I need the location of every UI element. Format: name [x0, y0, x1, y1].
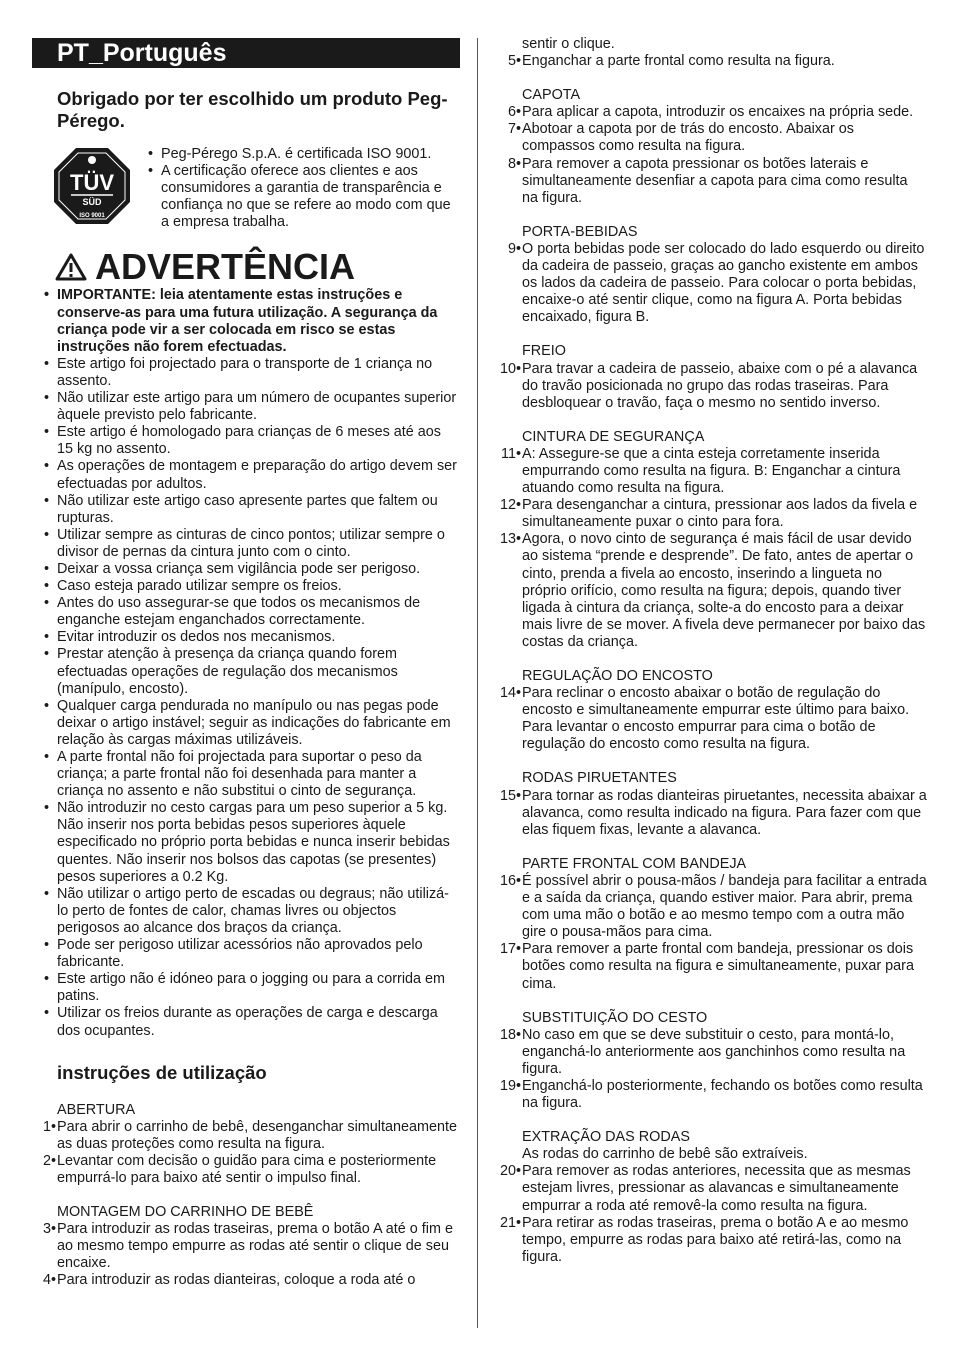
step-number: 15•	[499, 787, 521, 804]
step-number: 16•	[499, 872, 521, 889]
instruction-step	[497, 156, 927, 207]
instruction-step	[32, 1272, 460, 1289]
step-number: 2•	[42, 1152, 56, 1169]
instruction-section	[497, 429, 927, 651]
step-text: Para abrir o carrinho de bebê, desenganchar simultaneamente as duas proteções como resulta na figura.	[57, 1118, 457, 1152]
step-text: Para travar a cadeira de passeio, abaixe com o pé a alavanca do travão posicionada no grupo das rodas traseiras. Para desbloquear o travão, faça o mesmo no sentido inverso.	[522, 360, 918, 411]
instruction-step	[497, 873, 927, 941]
step-text: Abotoar a capota por de trás do encosto. Abaixar os compassos como resulta na figura.	[522, 121, 854, 155]
step-number: 10•	[499, 360, 521, 377]
instruction-step	[497, 1078, 927, 1112]
section-heading: FREIO	[522, 343, 566, 360]
section-heading: MONTAGEM DO CARRINHO DE BEBÊ	[57, 1204, 314, 1221]
instruction-step	[497, 788, 927, 839]
section-heading: EXTRAÇÃO DAS RODAS	[522, 1129, 690, 1146]
step-text: Para desenganchar a cintura, pressionar aos lados da fivela e simultaneamente puxar o cinto para fora.	[522, 497, 918, 531]
warning-title-text: ADVERTÊNCIA	[95, 246, 356, 288]
instruction-section	[497, 856, 927, 993]
section-heading: CAPOTA	[522, 87, 581, 104]
step-text: Para retirar as rodas traseiras, prema o botão A e ao mesmo tempo, empurre as rodas para baixo até retirá-las, como na figura.	[522, 1214, 909, 1265]
instruction-step	[497, 446, 927, 497]
instruction-step	[497, 241, 927, 326]
step-text: Agora, o novo cinto de segurança é mais fácil de usar devido ao sistema “prende e desprende”. De fato, antes de apertar o cinto, prenda a fivela ao encosto, inserindo a lingueta no próprio orifício, como resulta na figura; depois, quando tiver ligada à cintura da criança, solte-a do encosto para a deixar mais livre de se mover. A fivela deve permanecer por baixo das costas da criança.	[522, 531, 926, 650]
step-text: Para introduzir as rodas dianteiras, coloque a roda até o	[57, 1272, 416, 1289]
instruction-section	[497, 770, 927, 838]
column-divider	[477, 38, 478, 1328]
instruction-step	[497, 121, 927, 155]
warning-item: • Utilizar os freios durante as operações de carga e descarga dos ocupantes.	[32, 1005, 460, 1039]
instruction-step	[497, 53, 927, 70]
section-heading: SUBSTITUIÇÃO DO CESTO	[522, 1009, 708, 1026]
warning-item: • Caso esteja parado utilizar sempre os freios.	[32, 578, 460, 595]
step-number: 7•	[507, 121, 521, 138]
step-text: O porta bebidas pode ser colocado do lado esquerdo ou direito da cadeira de passeio, graças ao gancho existente em ambos os lados da cadeira de passeio. Para colocar o porta bebidas, encaixe-o até sentir clique, como na figura A. Porta bebidas encaixado, figura B.	[522, 240, 925, 326]
step-number: 5•	[507, 53, 521, 70]
instruction-step	[32, 1119, 460, 1153]
section-heading: REGULAÇÃO DO ENCOSTO	[522, 668, 713, 684]
warning-item: • Este artigo é homologado para crianças de 6 meses até aos 15 kg no assento.	[32, 424, 460, 458]
step-number: 21•	[499, 1214, 521, 1231]
step-number: 20•	[499, 1163, 521, 1180]
instruction-step	[32, 1153, 460, 1187]
cert-item: • A certificação oferece aos clientes e aos consumidores a garantia de transparência e confiança no que se refere ao modo com que a empresa trabalha.	[148, 163, 460, 231]
warning-item: • Não utilizar este artigo caso apresente partes que faltem ou rupturas.	[32, 493, 460, 527]
step-number: 17•	[499, 941, 521, 958]
warning-item: • Não utilizar este artigo para um número de ocupantes superior àquele previsto pelo fabricante.	[32, 390, 460, 424]
instruction-section	[497, 1129, 927, 1266]
step-number: 19•	[499, 1077, 521, 1094]
instruction-step	[497, 685, 927, 753]
right-column	[497, 36, 927, 1266]
warning-item: • Deixar a vossa criança sem vigilância pode ser perigoso.	[32, 561, 460, 578]
step-text: Para reclinar o encosto abaixar o botão de regulação do encosto e simultaneamente empurrar este último para baixo. Para levantar o encosto empurrar para cima o botão de regulação do encosto como resulta na figura.	[522, 685, 910, 753]
step-text: A: Assegure-se que a cinta esteja corretamente inserida empurrando como resulta na figura. B: Enganchar a cintura atuando como resulta na figura.	[522, 445, 901, 497]
step-text: Enganchar a parte frontal como resulta na figura.	[522, 53, 835, 70]
instruction-section	[497, 53, 927, 70]
step-number: 9•	[507, 240, 521, 257]
certification-list	[148, 146, 460, 231]
svg-text:SÜD: SÜD	[82, 197, 102, 207]
instructions-title: instruções de utilização	[57, 1061, 267, 1083]
instruction-step	[497, 1215, 927, 1266]
step-number: 18•	[499, 1026, 521, 1043]
section-subtext: As rodas do carrinho de bebê são extraíveis.	[522, 1146, 808, 1163]
cert-item: • Peg-Pérego S.p.A. é certificada ISO 9001.	[148, 146, 460, 163]
step-text: Para remover a parte frontal com bandeja, pressionar os dois botões como resulta na figura e simultaneamente, puxar para cima.	[522, 941, 914, 992]
instruction-section	[497, 1010, 927, 1113]
warning-item: • Não utilizar o artigo perto de escadas ou degraus; não utilizá-lo perto de fontes de calor, chamas livres ou objectos perigosos ao alcance dos braços da criança.	[32, 886, 460, 937]
step-number: 6•	[507, 104, 521, 121]
continuation-text: sentir o clique.	[522, 36, 615, 52]
section-heading: ABERTURA	[57, 1101, 136, 1118]
step-text: Para aplicar a capota, introduzir os encaixes na própria sede.	[522, 104, 914, 121]
step-text: Para introduzir as rodas traseiras, prema o botão A até o fim e ao mesmo tempo empurre as rodas até sentir o clique de seu encaixe.	[57, 1221, 453, 1272]
certification-block	[32, 146, 460, 231]
instruction-step	[497, 497, 927, 531]
warning-item: • Este artigo não é idóneo para o jogging ou para a corrida em patins.	[32, 971, 460, 1005]
language-header: PT_Português	[32, 38, 460, 68]
instruction-section	[32, 1204, 460, 1289]
instruction-section	[497, 87, 927, 207]
instruction-step	[32, 1221, 460, 1272]
instruction-section	[32, 1102, 460, 1187]
left-instruction-sections	[32, 1102, 460, 1290]
step-text: Para remover as rodas anteriores, necessita que as mesmas estejam livres, pressionar as alavancas e simultaneamente empurrar a roda até removê-la como resulta na figura.	[522, 1163, 911, 1214]
step-number: 3•	[42, 1221, 56, 1238]
step-number: 12•	[499, 497, 521, 514]
instruction-section	[497, 224, 927, 327]
warning-item: • Utilizar sempre as cinturas de cinco pontos; utilizar sempre o divisor de pernas da cintura junto com o cinto.	[32, 527, 460, 561]
instruction-step	[497, 104, 927, 121]
tuv-iso-logo	[52, 146, 132, 226]
section-heading: PORTA-BEBIDAS	[522, 223, 638, 240]
svg-text:ISO 9001: ISO 9001	[79, 213, 105, 219]
warning-item: • Evitar introduzir os dedos nos mecanismos.	[32, 629, 460, 646]
warning-item: • Prestar atenção à presença da criança quando forem efectuadas operações de regulação dos mecanismos (manípulo, encosto).	[32, 646, 460, 697]
warning-item: • A parte frontal não foi projectada para suportar o peso da criança; a parte frontal não foi desenhada para manter a criança no assento e não substitui o cinto de segurança.	[32, 749, 460, 800]
step-number: 14•	[499, 685, 521, 702]
step-number: 1•	[42, 1118, 56, 1135]
instruction-section	[497, 343, 927, 411]
section-heading: PARTE FRONTAL COM BANDEJA	[522, 855, 747, 872]
warning-item: • Não introduzir no cesto cargas para um peso superior a 5 kg. Não inserir nos porta bebidas pesos superiores àquele especificado no próprio porta bebidas e nunca inserir bebidas quentes. Não inserir nos bolsos das capotas (se presentes) pesos superiores a 0.2 Kg.	[32, 800, 460, 885]
instruction-step	[497, 361, 927, 412]
step-number: 11•	[501, 445, 521, 462]
left-column	[32, 38, 460, 1290]
warning-item: • Este artigo foi projectado para o transporte de 1 criança no assento.	[32, 356, 460, 390]
thanks-heading: Obrigado por ter escolhido um produto Peg-Pérego.	[57, 88, 448, 131]
warning-item: • Pode ser perigoso utilizar acessórios não aprovados pelo fabricante.	[32, 937, 460, 971]
warning-triangle-icon	[55, 253, 87, 281]
step-text: Enganchá-lo posteriormente, fechando os botões como resulta na figura.	[522, 1077, 923, 1112]
step-number: 13•	[499, 531, 521, 548]
step-text: Para remover a capota pressionar os botões laterais e simultaneamente desenfiar a capota para cima como resulta na figura.	[522, 155, 908, 206]
warning-title	[55, 247, 460, 287]
warning-item: • As operações de montagem e preparação do artigo devem ser efectuadas por adultos.	[32, 458, 460, 492]
instruction-section	[497, 668, 927, 753]
warning-item: • Qualquer carga pendurada no manípulo ou nas pegas pode deixar o artigo instável; seguir as indicações do fabricante em relação às cargas máximas utilizáveis.	[32, 698, 460, 749]
warning-item: • IMPORTANTE: leia atentamente estas instruções e conserve-as para uma futura utilização. A segurança da criança pode vir a ser colocada em risco se estas instruções não forem efectuadas.	[32, 287, 460, 355]
instruction-step	[497, 1163, 927, 1214]
instruction-step	[497, 531, 927, 651]
step-text: No caso em que se deve substituir o cesto, para montá-lo, enganchá-lo anteriormente aos ganchinhos como resulta na figura.	[522, 1026, 906, 1077]
warning-list	[32, 287, 460, 1039]
step-text: Para tornar as rodas dianteiras piruetantes, necessita abaixar a alavanca, como resulta indicado na figura. Para fazer com que elas fiquem fixas, levante a alavanca.	[522, 787, 927, 838]
right-instruction-sections	[497, 53, 927, 1266]
instruction-step	[497, 1027, 927, 1078]
step-number: 8•	[507, 155, 521, 172]
warning-item: • Antes do uso assegurar-se que todos os mecanismos de enganche estejam enganchados correctamente.	[32, 595, 460, 629]
section-heading: RODAS PIRUETANTES	[522, 770, 677, 787]
step-number: 4•	[42, 1272, 56, 1289]
svg-text:TÜV: TÜV	[70, 170, 114, 195]
instruction-step	[497, 941, 927, 992]
step-text: É possível abrir o pousa-mãos / bandeja para facilitar a entrada e a saída da criança, quando estiver maior. Para abrir, prema com uma mão o botão e ao mesmo tempo com a outra mão gire o pousa-mãos para cima.	[522, 872, 927, 941]
step-text: Levantar com decisão o guidão para cima e posteriormente empurrá-lo para baixo até sentir o impulso final.	[57, 1152, 437, 1186]
section-heading: CINTURA DE SEGURANÇA	[522, 428, 705, 445]
